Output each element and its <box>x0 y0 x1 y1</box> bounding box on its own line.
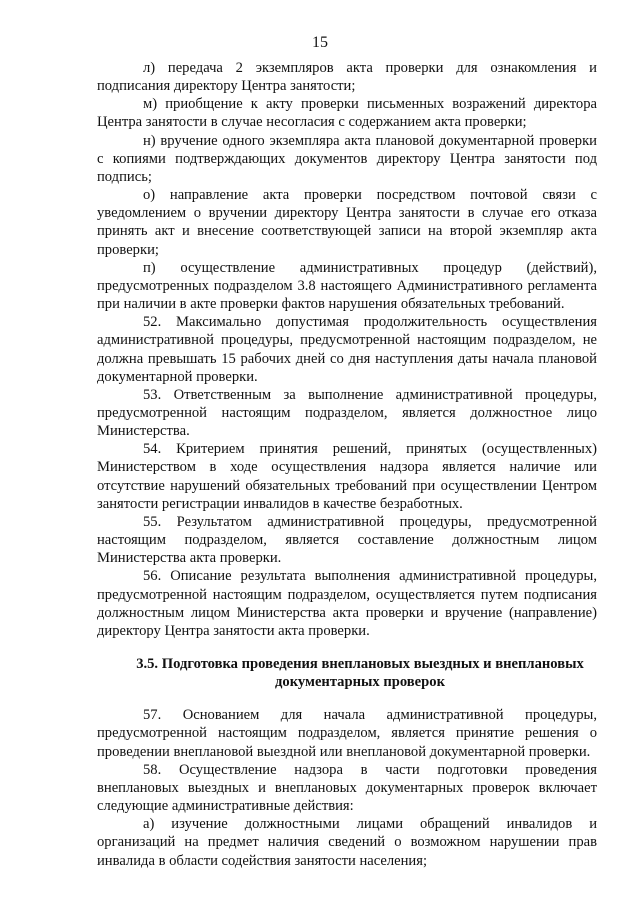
paragraph-58: 58. Осуществление надзора в части подготовки проведения внеплановых выездных и внеплановых документарных проверок включает следующие административные действия: <box>97 761 597 815</box>
paragraph-o: о) направление акта проверки посредством почтовой связи с уведомлением о вручении директору Центра занятости в случае его отказа принять акт и внесение соответствующей записи на второй экземпляр акта проверки; <box>97 187 597 258</box>
section-heading <box>97 655 597 691</box>
paragraph-55: 55. Результатом административной процедуры, предусмотренной настоящим подразделом, является составление должностным лицом Министерства акта проверки. <box>97 513 597 567</box>
paragraph-l: л) передача 2 экземпляров акта проверки для ознакомления и подписания директору Центра занятости; <box>97 60 597 95</box>
section-heading-line-2: документарных проверок <box>275 674 445 691</box>
paragraph-56: 56. Описание результата выполнения административной процедуры, предусмотренной настоящим подразделом, осуществляется путем подписания должностным лицом Министерства акта проверки и вручение (направление) директору Центра занятости акта проверки. <box>97 568 597 639</box>
paragraph-53: 53. Ответственным за выполнение административной процедуры, предусмотренной настоящим подразделом, является должностное лицо Министерства. <box>97 386 597 440</box>
paragraph-52: 52. Максимально допустимая продолжительность осуществления административной процедуры, предусмотренной настоящим подразделом, не должна превышать 15 рабочих дней со дня наступления даты начала плановой документарной проверки. <box>97 314 597 385</box>
section-heading-line-1: 3.5. Подготовка проведения внеплановых выездных и внеплановых <box>136 656 584 672</box>
page-number: 15 <box>312 34 328 51</box>
paragraph-m: м) приобщение к акту проверки письменных возражений директора Центра занятости в случае несогласия с содержанием акта проверки; <box>97 96 597 131</box>
paragraph-57: 57. Основанием для начала административной процедуры, предусмотренной настоящим подразделом, является принятие решения о проведении внеплановой выездной или внеплановой документарной проверки. <box>97 707 597 760</box>
document-body <box>97 59 597 870</box>
paragraph-54: 54. Критерием принятия решений, принятых (осуществленных) Министерством в ходе осуществления надзора является наличие или отсутствие нарушений обязательных требований при осуществлении Центром занятости регистрации инвалидов в качестве безработных. <box>97 441 597 512</box>
paragraph-p: п) осуществление административных процедур (действий), предусмотренных подразделом 3.8 настоящего Административного регламента при наличии в акте проверки фактов нарушения обязательных требований. <box>97 259 597 313</box>
paragraph-n: н) вручение одного экземпляра акта плановой документарной проверки с копиями подтверждающих документов директору Центра занятости под подпись; <box>97 132 597 185</box>
paragraph-a: а) изучение должностными лицами обращений инвалидов и организаций на предмет наличия сведений о возможном нарушении прав инвалида в области содействия занятости населения; <box>97 816 597 869</box>
